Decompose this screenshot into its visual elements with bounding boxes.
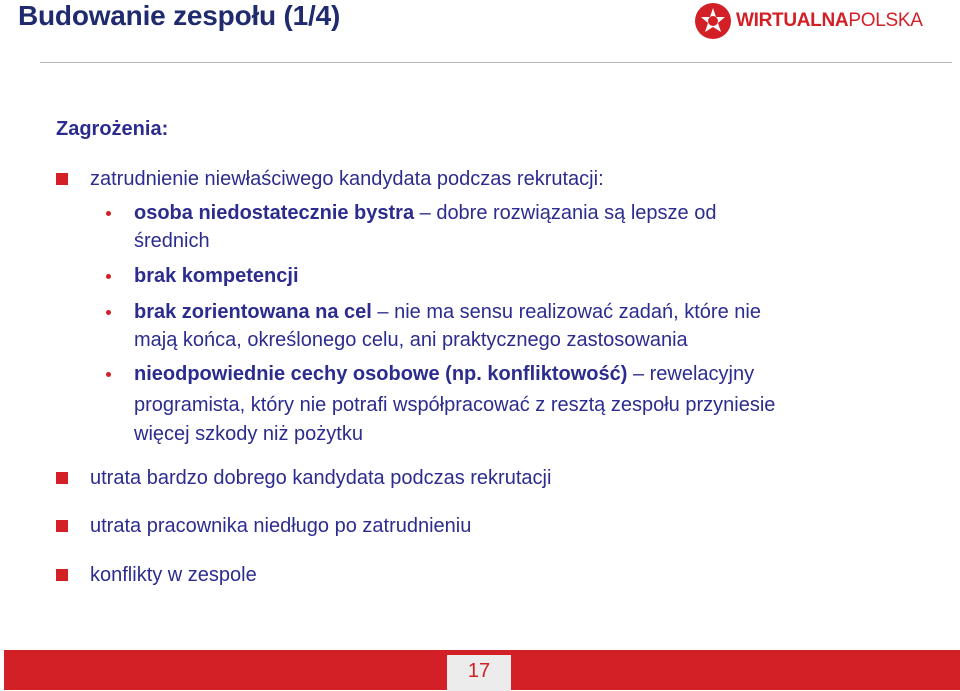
- round-bullet-icon: [106, 211, 111, 216]
- sub-list-item: brak zorientowana na cel – nie ma sensu realizować zadań, które nie: [134, 301, 761, 323]
- page-number: 17: [467, 660, 491, 682]
- list-item: konflikty w zespole: [90, 564, 257, 586]
- sub-list-item-continuation: średnich: [134, 230, 210, 252]
- sub-list-item-continuation: mają końca, określonego celu, ani praktycznego zastosowania: [134, 329, 688, 351]
- list-item: zatrudnienie niewłaściwego kandydata podczas rekrutacji:: [90, 168, 604, 190]
- wp-star-icon: [694, 2, 732, 40]
- square-bullet-icon: [56, 569, 68, 581]
- sub-list-item: nieodpowiednie cechy osobowe (np. konfliktowość) – rewelacyjny: [134, 363, 755, 385]
- slide-title: Budowanie zespołu (1/4): [18, 0, 341, 31]
- sub-list-item-continuation: więcej szkody niż pożytku: [134, 423, 363, 445]
- section-heading: Zagrożenia:: [56, 118, 169, 140]
- round-bullet-icon: [106, 274, 111, 279]
- list-item: utrata bardzo dobrego kandydata podczas rekrutacji: [90, 467, 552, 489]
- company-logo: [694, 2, 923, 40]
- round-bullet-icon: [106, 310, 111, 315]
- sub-list-item: osoba niedostatecznie bystra – dobre rozwiązania są lepsze od: [134, 202, 717, 224]
- header-divider: [40, 62, 952, 63]
- square-bullet-icon: [56, 173, 68, 185]
- logo-text: WIRTUALNAPOLSKA: [736, 10, 923, 31]
- square-bullet-icon: [56, 472, 68, 484]
- sub-list-item: brak kompetencji: [134, 265, 299, 287]
- square-bullet-icon: [56, 520, 68, 532]
- round-bullet-icon: [106, 372, 111, 377]
- sub-list-item-continuation: programista, który nie potrafi współpracować z resztą zespołu przyniesie: [134, 394, 776, 416]
- list-item: utrata pracownika niedługo po zatrudnieniu: [90, 515, 472, 537]
